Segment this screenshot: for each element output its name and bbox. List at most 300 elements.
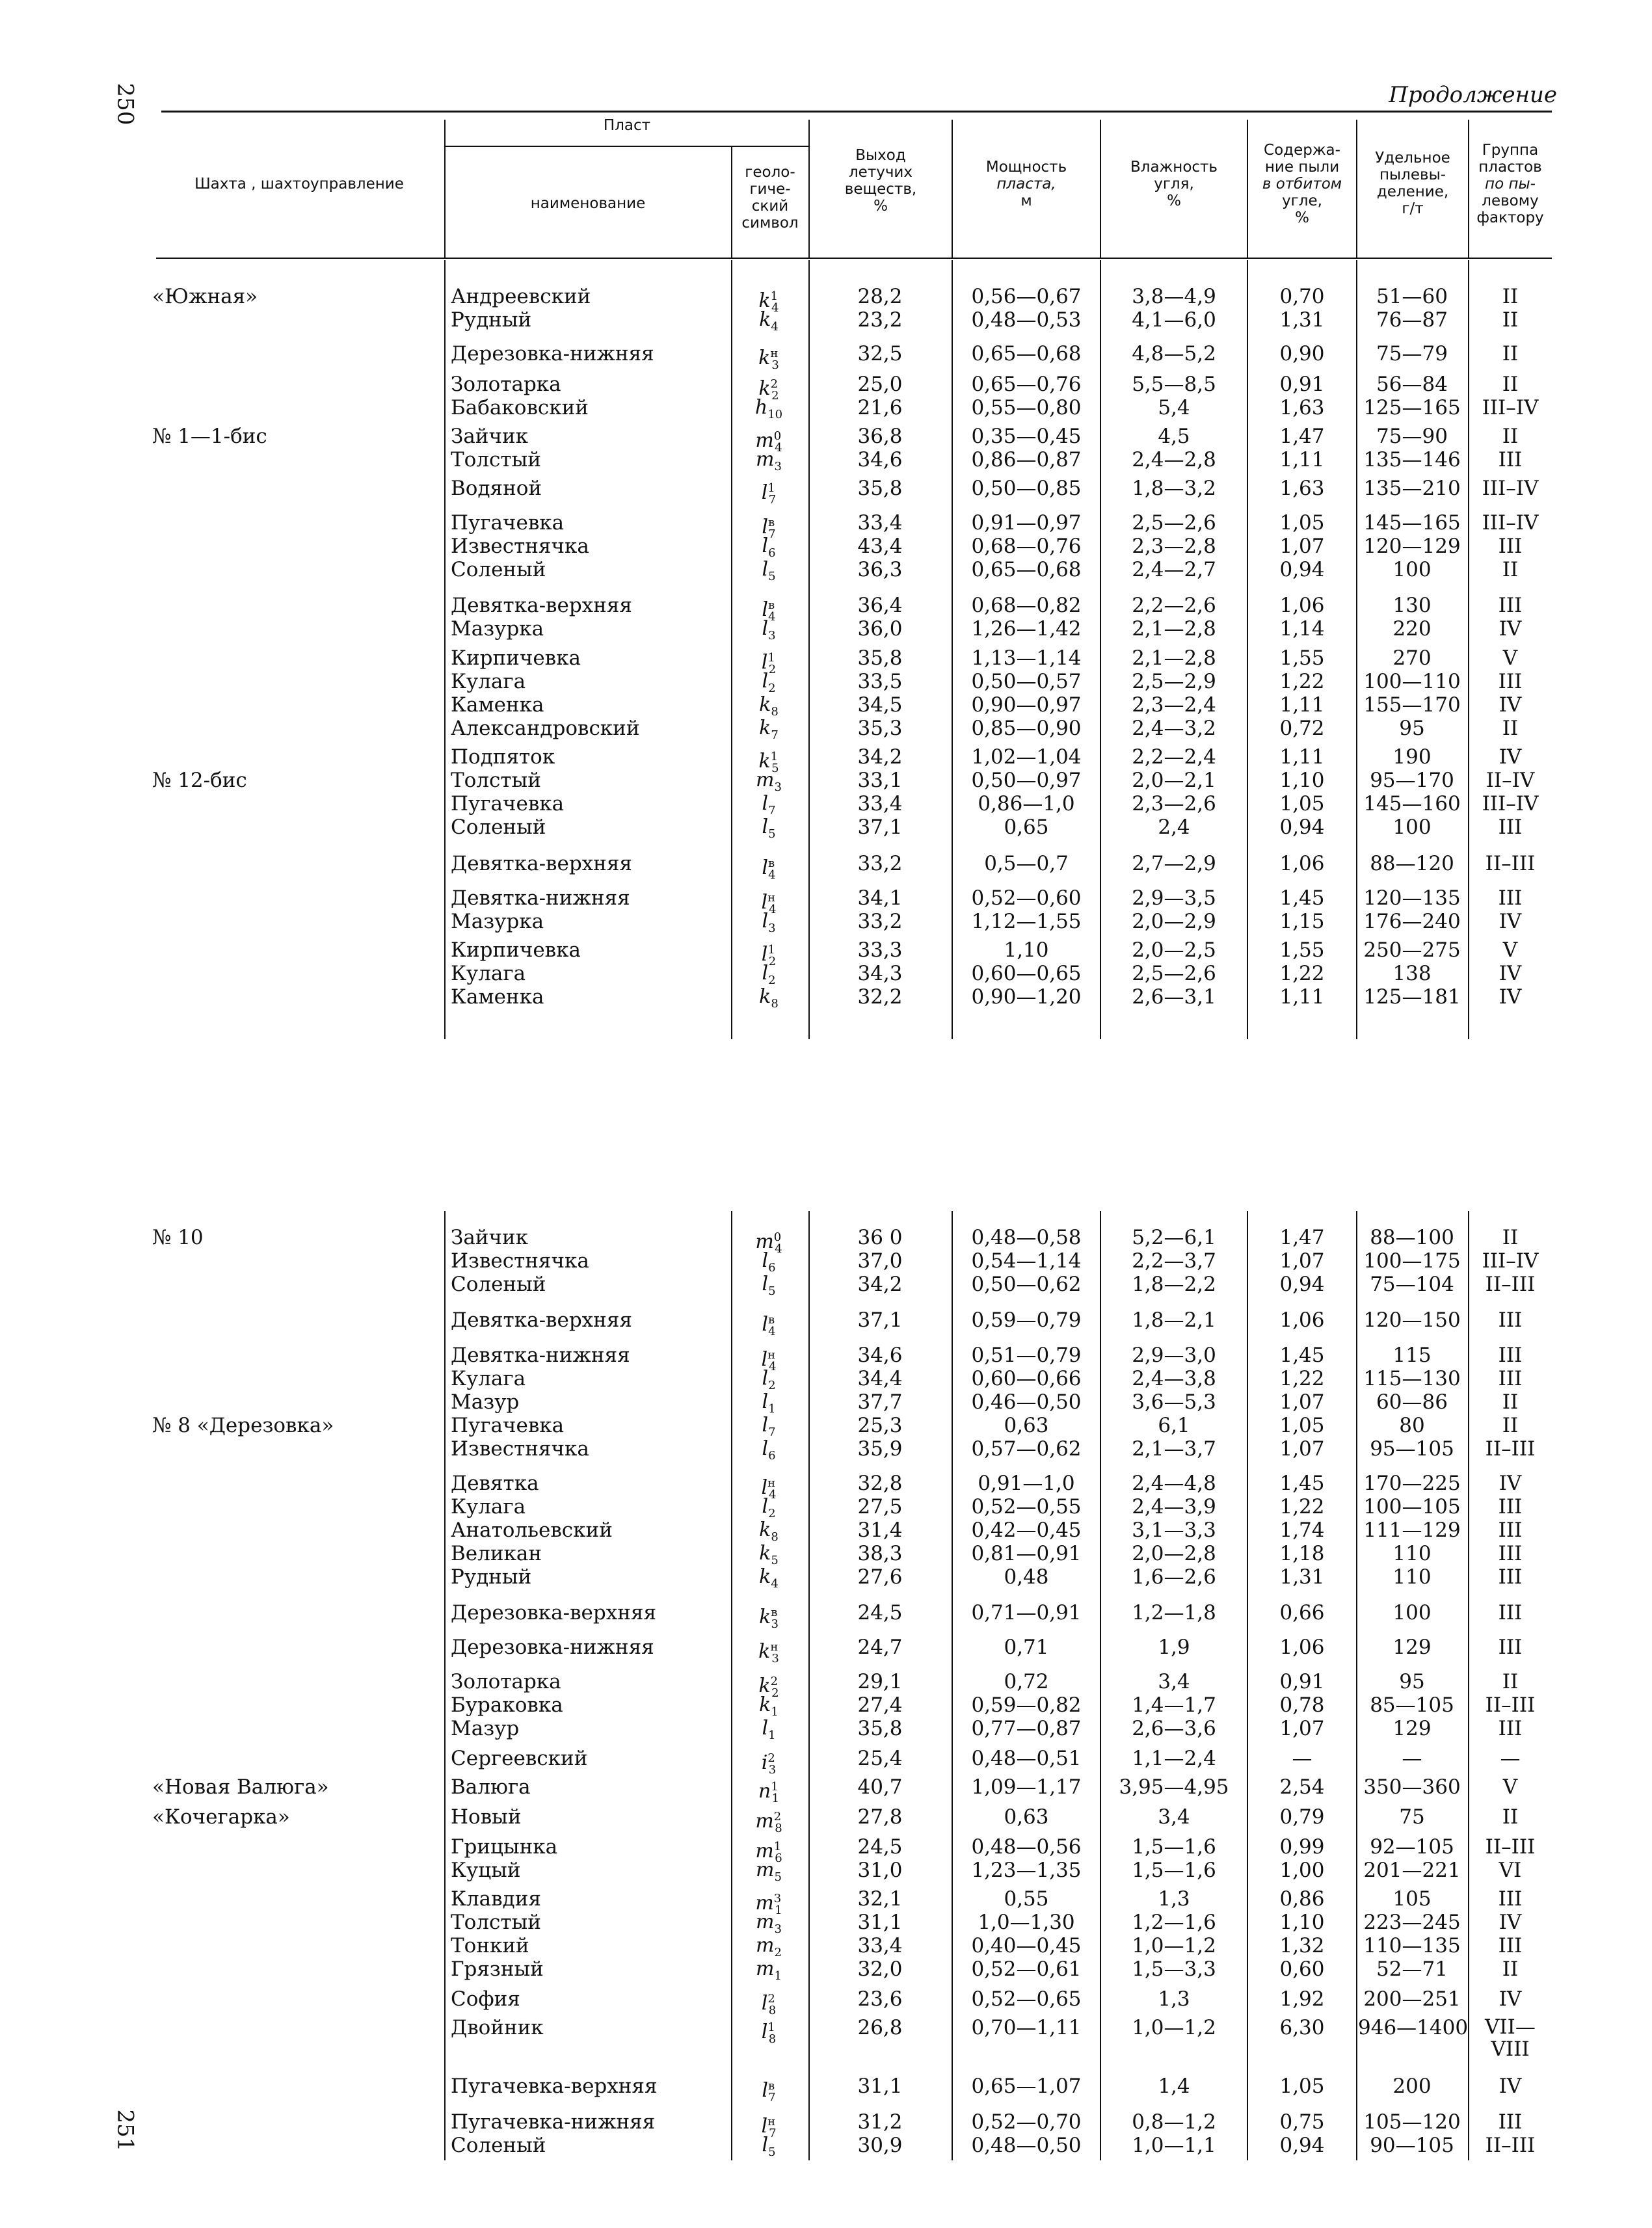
volatile-value: 23,2 xyxy=(857,308,903,332)
moisture-value: 2,1—2,8 xyxy=(1132,617,1216,641)
header-divider xyxy=(1356,120,1357,258)
page-number-bottom: 251 xyxy=(112,2109,139,2152)
geo-symbol-letter: l xyxy=(762,617,769,640)
geo-symbol-number: 2 xyxy=(771,389,779,403)
header-line: % xyxy=(1295,209,1309,226)
geo-symbol-number: 2 xyxy=(768,1507,776,1520)
moisture-value: 2,3—2,8 xyxy=(1132,535,1216,558)
thickness-value: 0,71 xyxy=(1004,1636,1049,1659)
dust-content-value: 0,91 xyxy=(1279,1670,1325,1693)
moisture-value: 1,3 xyxy=(1158,1887,1190,1911)
seam-name: Дерезовка-верхняя xyxy=(451,1601,656,1625)
mine-name: «Южная» xyxy=(152,285,258,308)
geo-symbol xyxy=(734,985,804,1016)
dust-content-value: 0,79 xyxy=(1279,1805,1325,1829)
seam-name: Кирпичевка xyxy=(451,646,581,670)
volatile-value: 30,9 xyxy=(857,2134,903,2157)
seam-name: Кулага xyxy=(451,670,526,693)
dust-content-value: 0,94 xyxy=(1279,558,1325,581)
dust-content-value: 1,07 xyxy=(1279,1717,1325,1740)
dust-yield-value: 125—181 xyxy=(1363,985,1461,1009)
group-value: V xyxy=(1502,938,1518,962)
column-rule xyxy=(1356,260,1357,1039)
geo-symbol-number: 10 xyxy=(767,408,783,421)
moisture-value: 3,6—5,3 xyxy=(1132,1390,1216,1414)
header-divider xyxy=(1247,120,1248,258)
thickness-value: 0,86—0,87 xyxy=(971,448,1082,471)
volatile-value: 24,5 xyxy=(857,1601,903,1625)
volatile-value: 24,7 xyxy=(857,1636,903,1659)
geo-symbol-letter: k xyxy=(759,1693,771,1716)
thickness-value: 0,60—0,66 xyxy=(971,1367,1082,1390)
geo-symbol-index: 1 xyxy=(767,481,775,495)
dust-content-value: 1,06 xyxy=(1279,852,1325,875)
moisture-value: 2,7—2,9 xyxy=(1132,852,1216,875)
group-value: V xyxy=(1502,646,1518,670)
dust-yield-value: 145—165 xyxy=(1363,511,1461,535)
thickness-value: 0,60—0,65 xyxy=(971,962,1082,985)
seam-name: Каменка xyxy=(451,985,544,1009)
volatile-value: 31,1 xyxy=(857,1911,903,1934)
geo-symbol-number: 3 xyxy=(774,1922,782,1936)
geo-symbol-index: н xyxy=(767,891,776,905)
thickness-value: 0,91—0,97 xyxy=(971,511,1082,535)
geo-symbol xyxy=(734,1717,804,1747)
geo-symbol-number: 3 xyxy=(771,1617,779,1631)
seam-name: Рудный xyxy=(451,1565,532,1589)
moisture-value: 1,4 xyxy=(1158,2075,1190,2098)
seam-name: Пугачевка xyxy=(451,792,565,816)
seam-name: Бабаковский xyxy=(451,396,589,419)
dust-content-value: 0,60 xyxy=(1279,1957,1325,1981)
volatile-value: 37,0 xyxy=(857,1249,903,1273)
seam-name: Клавдия xyxy=(451,1887,541,1911)
seam-name: Мазур xyxy=(451,1390,520,1414)
geo-symbol-letter: l xyxy=(762,558,769,581)
geo-symbol-number: 3 xyxy=(768,1763,777,1777)
volatile-value: 36,8 xyxy=(857,425,903,448)
geo-symbol xyxy=(734,2075,804,2110)
geo-symbol-letter: l xyxy=(762,1437,769,1460)
seam-name: Подпяток xyxy=(451,745,555,769)
group-value: IV xyxy=(1499,1987,1522,2011)
geo-symbol-number: 5 xyxy=(768,1284,776,1298)
geo-symbol-number: 8 xyxy=(768,2004,777,2017)
seam-name: Кулага xyxy=(451,962,526,985)
group-value: II–III xyxy=(1485,1835,1536,1859)
dust-yield-value: 95 xyxy=(1399,717,1425,740)
group-value: III–IV xyxy=(1482,1249,1539,1273)
dust-content-value: 1,05 xyxy=(1279,511,1325,535)
dust-yield-value: 129 xyxy=(1392,1717,1432,1740)
thickness-value: 0,52—0,55 xyxy=(971,1495,1082,1518)
geo-symbol-number: 6 xyxy=(768,1261,776,1275)
group-value: II xyxy=(1502,308,1519,332)
dust-content-value: 1,63 xyxy=(1279,396,1325,419)
dust-content-value: 1,31 xyxy=(1279,1565,1325,1589)
thickness-value: 1,10 xyxy=(1004,938,1049,962)
dust-yield-value: 170—225 xyxy=(1363,1472,1461,1495)
geo-symbol-number: 5 xyxy=(774,1870,782,1884)
column-rule xyxy=(808,1211,810,2160)
geo-symbol-letter: l xyxy=(761,1476,768,1499)
volatile-value: 35,9 xyxy=(857,1437,903,1461)
volatile-value: 35,8 xyxy=(857,646,903,670)
moisture-value: 2,5—2,6 xyxy=(1132,962,1216,985)
thickness-value: 1,26—1,42 xyxy=(971,617,1082,641)
moisture-value: 1,2—1,8 xyxy=(1132,1601,1216,1625)
dust-yield-value: 76—87 xyxy=(1376,308,1448,332)
volatile-value: 33,4 xyxy=(857,511,903,535)
thickness-value: 0,65 xyxy=(1004,816,1049,839)
geo-symbol-letter: l xyxy=(762,516,768,538)
column-rule xyxy=(731,260,732,1039)
dust-yield-value: 95 xyxy=(1399,1670,1425,1693)
seam-name: Валюга xyxy=(451,1775,531,1799)
header-divider xyxy=(808,120,810,258)
header-line: гиче- xyxy=(749,181,791,198)
volatile-value: 34,2 xyxy=(857,745,903,769)
group-value: III xyxy=(1498,594,1523,617)
moisture-value: 1,5—3,3 xyxy=(1132,1957,1216,1981)
geo-symbol-number: 3 xyxy=(768,922,776,935)
geo-symbol-number: 5 xyxy=(768,2145,776,2159)
group-value: III xyxy=(1498,1717,1523,1740)
group-value: — xyxy=(1500,1747,1521,1770)
geo-symbol-index: н xyxy=(770,347,779,360)
moisture-value: 4,5 xyxy=(1158,425,1190,448)
thickness-value: 0,51—0,79 xyxy=(971,1344,1082,1367)
header-line: ние пыли xyxy=(1264,159,1340,176)
dust-content-value: 0,91 xyxy=(1279,373,1325,396)
volatile-value: 34,2 xyxy=(857,1273,903,1296)
group-value: II xyxy=(1502,1390,1519,1414)
volatile-value: 34,3 xyxy=(857,962,903,985)
moisture-value: 3,4 xyxy=(1158,1670,1190,1693)
seam-name: Пугачевка xyxy=(451,511,565,535)
geo-symbol-number: 5 xyxy=(768,827,776,841)
geo-symbol-letter: k xyxy=(758,289,771,312)
volatile-value: 35,3 xyxy=(857,717,903,740)
geo-symbol-index: н xyxy=(767,1348,776,1362)
geo-symbol-letter: l xyxy=(761,1992,768,2015)
header-moisture xyxy=(1102,159,1246,209)
dust-content-value: 1,47 xyxy=(1279,1226,1325,1249)
moisture-value: 2,0—2,5 xyxy=(1132,938,1216,962)
header-bottom-rule xyxy=(156,258,1552,259)
geo-symbol-number: 3 xyxy=(774,780,782,794)
thickness-value: 0,90—0,97 xyxy=(971,693,1082,717)
header-line: Влажность xyxy=(1130,159,1218,176)
thickness-value: 0,72 xyxy=(1004,1670,1049,1693)
geo-symbol-number: 5 xyxy=(771,762,779,775)
volatile-value: 25,0 xyxy=(857,373,903,396)
geo-symbol-index: 2 xyxy=(773,1810,782,1824)
mine-name: № 8 «Дерезовка» xyxy=(152,1414,334,1437)
dust-yield-value: 111—129 xyxy=(1363,1518,1461,1542)
dust-content-value: 1,05 xyxy=(1279,792,1325,816)
mine-name: «Кочегарка» xyxy=(152,1805,290,1829)
seam-name: Бураковка xyxy=(451,1693,563,1717)
geo-symbol-number: 7 xyxy=(771,728,779,742)
volatile-value: 32,0 xyxy=(857,1957,903,1981)
volatile-value: 21,6 xyxy=(857,396,903,419)
geo-symbol-number: 2 xyxy=(768,974,776,987)
seam-name: Известнячка xyxy=(451,1437,589,1461)
geo-symbol-letter: k xyxy=(758,377,771,400)
thickness-value: 0,48 xyxy=(1004,1565,1049,1589)
seam-name: Александровский xyxy=(451,717,640,740)
dust-content-value: 1,07 xyxy=(1279,1437,1325,1461)
volatile-value: 36,4 xyxy=(857,594,903,617)
thickness-value: 0,52—0,60 xyxy=(971,886,1082,910)
header-line: деление, xyxy=(1376,183,1449,200)
geo-symbol-index: 1 xyxy=(773,1840,782,1853)
geo-symbol-letter: m xyxy=(756,769,775,791)
thickness-value: 0,48—0,56 xyxy=(971,1835,1082,1859)
seam-name: Толстый xyxy=(451,769,541,792)
volatile-value: 24,5 xyxy=(857,1835,903,1859)
dust-yield-value: 200 xyxy=(1392,2075,1432,2098)
dust-content-value: 1,14 xyxy=(1279,617,1325,641)
dust-yield-value: 115 xyxy=(1392,1344,1432,1367)
moisture-value: 1,1—2,4 xyxy=(1132,1747,1216,1770)
group-value: III xyxy=(1498,816,1523,839)
dust-yield-value: 110—135 xyxy=(1363,1934,1461,1957)
dust-content-value: 0,94 xyxy=(1279,816,1325,839)
column-rule xyxy=(1468,260,1469,1039)
header-line: угле, xyxy=(1282,192,1322,209)
group-value: III xyxy=(1498,448,1523,471)
volatile-value: 36,3 xyxy=(857,558,903,581)
header-line: веществ, xyxy=(844,181,917,198)
dust-yield-value: 201—221 xyxy=(1363,1859,1461,1882)
seam-name: Зайчик xyxy=(451,1226,528,1249)
geo-symbol-number: 7 xyxy=(769,2127,777,2140)
geo-symbol-letter: k xyxy=(759,1606,771,1628)
group-value: III xyxy=(1498,2110,1523,2134)
thickness-value: 0,52—0,65 xyxy=(971,1987,1082,2011)
thickness-value: 0,48—0,50 xyxy=(971,2134,1082,2157)
dust-yield-value: 100—175 xyxy=(1363,1249,1461,1273)
group-value: V xyxy=(1502,1775,1518,1799)
geo-symbol xyxy=(734,717,804,747)
volatile-value: 33,2 xyxy=(857,910,903,933)
moisture-value: 2,6—3,6 xyxy=(1132,1717,1216,1740)
group-value: III xyxy=(1498,1495,1523,1518)
geo-symbol-index: н xyxy=(767,2115,776,2129)
geo-symbol-letter: k xyxy=(758,1640,771,1663)
geo-symbol-letter: m xyxy=(755,1230,774,1253)
dust-yield-value: 120—129 xyxy=(1363,535,1461,558)
moisture-value: 2,4—3,8 xyxy=(1132,1367,1216,1390)
seam-name: Кирпичевка xyxy=(451,938,581,962)
dust-content-value: 1,45 xyxy=(1279,1472,1325,1495)
group-value: II xyxy=(1502,342,1519,365)
geo-symbol-number: 2 xyxy=(768,663,777,676)
dust-yield-value: 200—251 xyxy=(1363,1987,1461,2011)
dust-yield-value: 60—86 xyxy=(1376,1390,1448,1414)
geo-symbol-letter: l xyxy=(762,1495,769,1518)
geo-symbol-number: 4 xyxy=(771,1577,779,1591)
header-line: Мощность xyxy=(985,159,1067,176)
moisture-value: 2,9—3,0 xyxy=(1132,1344,1216,1367)
dust-yield-value: 176—240 xyxy=(1363,910,1461,933)
geo-symbol-number: 4 xyxy=(771,301,779,315)
geo-symbol-number: 3 xyxy=(771,1652,779,1665)
dust-content-value: 1,22 xyxy=(1279,1495,1325,1518)
seam-name: Мазурка xyxy=(451,910,544,933)
thickness-value: 0,55 xyxy=(1004,1887,1049,1911)
geo-symbol-number: 5 xyxy=(768,570,776,583)
dust-content-value: 2,54 xyxy=(1279,1775,1325,1799)
geo-symbol-letter: l xyxy=(762,2079,768,2102)
dust-yield-value: 946—1400 xyxy=(1358,2016,1469,2039)
dust-yield-value: 95—170 xyxy=(1370,769,1454,792)
header-line: г/т xyxy=(1402,200,1424,217)
seam-name: Соленый xyxy=(451,558,546,581)
geo-symbol xyxy=(734,1565,804,1596)
moisture-value: 1,0—1,2 xyxy=(1132,1934,1216,1957)
geo-symbol xyxy=(734,477,804,512)
volatile-value: 34,1 xyxy=(857,886,903,910)
volatile-value: 33,4 xyxy=(857,1934,903,1957)
geo-symbol-letter: k xyxy=(759,717,771,739)
dust-yield-value: 100 xyxy=(1392,816,1432,839)
geo-symbol xyxy=(734,2016,804,2051)
volatile-value: 25,3 xyxy=(857,1414,903,1437)
moisture-value: 2,2—2,4 xyxy=(1132,745,1216,769)
seam-name: Андреевский xyxy=(451,285,591,308)
dust-content-value: 1,06 xyxy=(1279,594,1325,617)
group-value: III xyxy=(1498,1344,1523,1367)
group-value: II xyxy=(1502,1226,1519,1249)
geo-symbol xyxy=(734,816,804,846)
geo-symbol-number: 4 xyxy=(771,320,779,334)
dust-content-value: 0,90 xyxy=(1279,342,1325,365)
dust-yield-value: 135—146 xyxy=(1363,448,1461,471)
geo-symbol-letter: n xyxy=(758,1780,771,1803)
seam-name: Девятка-верхняя xyxy=(451,1308,632,1332)
geo-symbol-number: 2 xyxy=(771,1686,779,1700)
header-divider xyxy=(444,120,446,258)
dust-content-value: 1,11 xyxy=(1279,745,1325,769)
geo-symbol-number: 4 xyxy=(768,610,776,624)
dust-yield-value: 88—120 xyxy=(1370,852,1454,875)
geo-symbol-index: в xyxy=(768,2079,775,2093)
thickness-value: 0,77—0,87 xyxy=(971,1717,1082,1740)
dust-content-value: 1,10 xyxy=(1279,769,1325,792)
moisture-value: 4,8—5,2 xyxy=(1132,342,1216,365)
moisture-value: 1,5—1,6 xyxy=(1132,1835,1216,1859)
geo-symbol-number: 4 xyxy=(775,1242,782,1256)
volatile-value: 33,4 xyxy=(857,792,903,816)
geo-symbol-number: 8 xyxy=(771,997,779,1011)
thickness-value: 0,59—0,79 xyxy=(971,1308,1082,1332)
group-value: III xyxy=(1498,886,1523,910)
seam-name: Тонкий xyxy=(451,1934,529,1957)
seam-name: Золотарка xyxy=(451,1670,561,1693)
dust-yield-value: 75—90 xyxy=(1376,425,1448,448)
dust-yield-value: 155—170 xyxy=(1363,693,1461,717)
geo-symbol-letter: l xyxy=(762,1273,769,1295)
header-line: % xyxy=(873,198,888,215)
volatile-value: 27,6 xyxy=(857,1565,903,1589)
group-value: II xyxy=(1502,1670,1519,1693)
thickness-value: 0,54—1,14 xyxy=(971,1249,1082,1273)
volatile-value: 32,8 xyxy=(857,1472,903,1495)
geo-symbol-number: 3 xyxy=(768,629,776,643)
header-mine: Шахта , шахтоуправление xyxy=(194,176,404,192)
moisture-value: 2,2—2,6 xyxy=(1132,594,1216,617)
volatile-value: 27,4 xyxy=(857,1693,903,1717)
seam-name: Грязный xyxy=(451,1957,544,1981)
dust-content-value: 1,22 xyxy=(1279,670,1325,693)
geo-symbol-index: 0 xyxy=(773,429,782,443)
seam-name: Известнячка xyxy=(451,535,589,558)
dust-content-value: 1,31 xyxy=(1279,308,1325,332)
dust-yield-value: 270 xyxy=(1392,646,1432,670)
geo-symbol-index: в xyxy=(768,1313,775,1327)
geo-symbol-number: 4 xyxy=(769,1360,777,1373)
geo-symbol-letter: l xyxy=(762,1717,769,1740)
header-line: Группа xyxy=(1482,142,1539,159)
seam-name: София xyxy=(451,1987,520,2011)
column-rule xyxy=(1100,260,1101,1039)
geo-symbol xyxy=(734,1859,804,1889)
dust-yield-value: 75—104 xyxy=(1370,1273,1454,1296)
thickness-value: 0,5—0,7 xyxy=(984,852,1069,875)
dust-content-value: 1,06 xyxy=(1279,1308,1325,1332)
geo-symbol xyxy=(734,1636,804,1671)
moisture-value: 3,4 xyxy=(1158,1805,1190,1829)
geo-symbol xyxy=(734,308,804,339)
moisture-value: 2,1—2,8 xyxy=(1132,646,1216,670)
group-value: VI xyxy=(1499,1859,1522,1882)
group-value: IV xyxy=(1499,745,1522,769)
geo-symbol-letter: k xyxy=(759,693,771,716)
group-value: IV xyxy=(1499,1472,1522,1495)
dust-content-value: 1,22 xyxy=(1279,962,1325,985)
top-rule xyxy=(161,111,1552,113)
dust-yield-value: 95—105 xyxy=(1370,1437,1454,1461)
moisture-value: 1,8—2,2 xyxy=(1132,1273,1216,1296)
geo-symbol-index: 1 xyxy=(767,651,775,665)
seam-name: Толстый xyxy=(451,1911,541,1934)
geo-symbol-index: 2 xyxy=(770,1675,779,1688)
geo-symbol-letter: m xyxy=(755,1892,774,1915)
geo-symbol-letter: l xyxy=(762,1367,769,1390)
geo-symbol xyxy=(734,558,804,589)
group-value: II xyxy=(1502,1957,1519,1981)
seam-name: Известнячка xyxy=(451,1249,589,1273)
volatile-value: 31,2 xyxy=(857,2110,903,2134)
volatile-value: 26,8 xyxy=(857,2016,903,2039)
geo-symbol-letter: l xyxy=(762,1249,769,1272)
geo-symbol-letter: k xyxy=(758,750,771,773)
thickness-value: 0,65—1,07 xyxy=(971,2075,1082,2098)
moisture-value: 1,3 xyxy=(1158,1987,1190,2011)
header-seam: Пласт xyxy=(603,117,651,134)
geo-symbol xyxy=(734,1601,804,1636)
thickness-value: 0,85—0,90 xyxy=(971,717,1082,740)
column-rule xyxy=(952,1211,953,2160)
group-value: III–IV xyxy=(1482,477,1539,500)
geo-symbol-number: 4 xyxy=(769,903,777,916)
thickness-value: 1,02—1,04 xyxy=(971,745,1082,769)
geo-symbol-letter: l xyxy=(761,2115,768,2138)
seam-name: Двойник xyxy=(451,2016,544,2039)
